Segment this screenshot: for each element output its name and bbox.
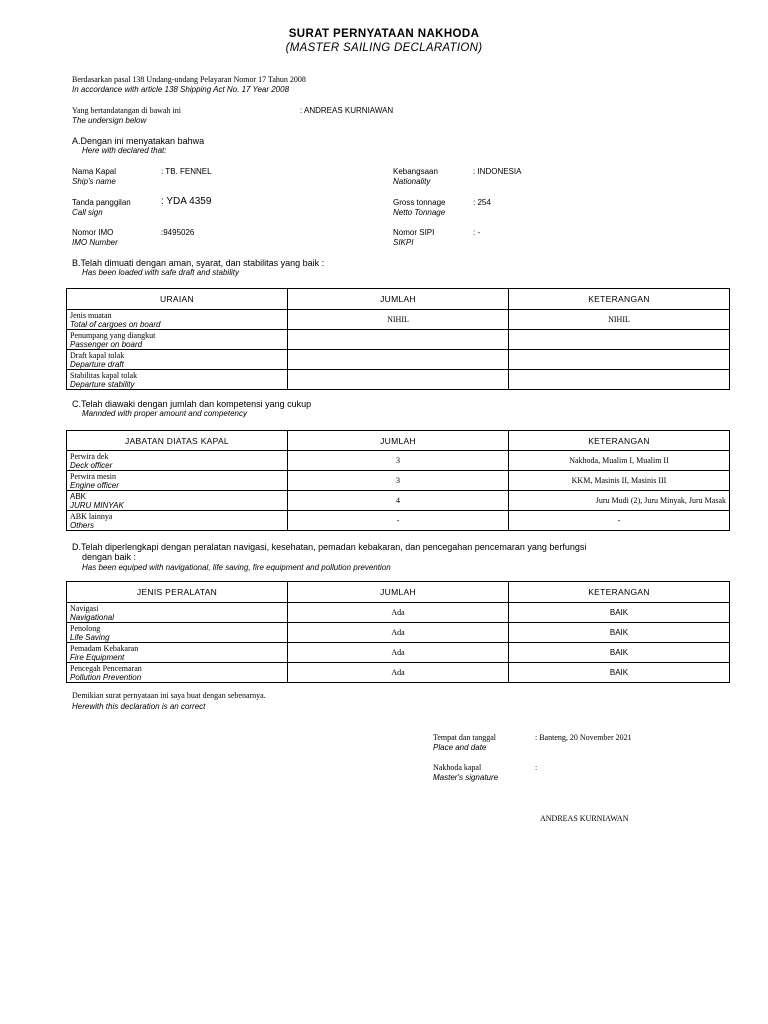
place-date-value: : Banteng, 20 November 2021 bbox=[535, 733, 632, 742]
row-label-en: JURU MINYAK bbox=[70, 500, 124, 510]
quantity-cell: Ada bbox=[288, 603, 509, 623]
section-c-heading: C.Telah diawaki dengan jumlah dan kompetensi yang cukup bbox=[72, 399, 312, 409]
row-label-en: Departure draft bbox=[70, 359, 124, 369]
table-header-row bbox=[67, 289, 730, 310]
nationality-label: Kebangsaan bbox=[393, 167, 438, 176]
nationality-value: : INDONESIA bbox=[473, 167, 522, 176]
quantity-cell: 3 bbox=[288, 451, 509, 471]
section-c-heading-en: Mannded with proper amount and competency bbox=[82, 409, 247, 418]
row-label: Draft kapal tolak bbox=[70, 350, 125, 360]
page-subtitle: (MASTER SAILING DECLARATION) bbox=[285, 42, 483, 54]
quantity-cell bbox=[288, 330, 509, 350]
row-label: Stabilitas kapal tolak bbox=[70, 370, 138, 380]
row-label: Perwira dek bbox=[70, 451, 109, 461]
remark-cell bbox=[509, 350, 730, 370]
legal-basis: Berdasarkan pasal 138 Undang-undang Pelayaran Nomor 17 Tahun 2008 bbox=[72, 75, 306, 84]
signer-label: Yang bertandatangan di bawah ini bbox=[72, 106, 181, 115]
quantity-cell: Ada bbox=[288, 643, 509, 663]
nationality-label-en: Nationality bbox=[393, 177, 431, 186]
imo-value: :9495026 bbox=[161, 228, 195, 237]
row-label-en: Pollution Prevention bbox=[70, 672, 142, 682]
remark-cell: BAIK bbox=[509, 603, 730, 623]
column-header: JENIS PERALATAN bbox=[67, 582, 288, 603]
table-row bbox=[67, 471, 730, 491]
column-header: JABATAN DIATAS KAPAL bbox=[67, 431, 288, 451]
place-date-label-en: Place and date bbox=[433, 743, 487, 752]
quantity-cell: 3 bbox=[288, 471, 509, 491]
table-row bbox=[67, 663, 730, 683]
gross-tonnage-value: : 254 bbox=[473, 198, 491, 207]
quantity-cell bbox=[288, 350, 509, 370]
remark-cell: BAIK bbox=[509, 643, 730, 663]
row-label: Perwira mesin bbox=[70, 471, 116, 481]
row-label: Pencegah Pencemaran bbox=[70, 663, 142, 673]
column-header: KETERANGAN bbox=[509, 582, 730, 603]
row-label-en: Passenger on board bbox=[70, 339, 143, 349]
row-label-en: Fire Equipment bbox=[70, 652, 125, 662]
column-header: JUMLAH bbox=[288, 431, 509, 451]
table-row bbox=[67, 491, 730, 511]
row-label-en: Deck officer bbox=[70, 460, 113, 470]
remark-cell: Juru Mudi (2), Juru Minyak, Juru Masak bbox=[509, 491, 730, 511]
table-row bbox=[67, 370, 730, 390]
row-label: ABK lainnya bbox=[70, 511, 113, 521]
remark-cell: KKM, Masinis II, Masinis III bbox=[509, 471, 730, 491]
call-sign-value: : YDA 4359 bbox=[161, 196, 212, 207]
table-row bbox=[67, 451, 730, 471]
table-row bbox=[67, 623, 730, 643]
row-label: Penumpang yang diangkut bbox=[70, 330, 156, 340]
cargo-table bbox=[66, 288, 730, 390]
row-label: Jenis muatan bbox=[70, 310, 112, 320]
row-label: Navigasi bbox=[70, 603, 99, 613]
table-row bbox=[67, 330, 730, 350]
row-label-en: Others bbox=[70, 520, 95, 530]
signer-label-en: The undersign below bbox=[72, 116, 147, 125]
master-signature-value: : bbox=[535, 763, 538, 772]
place-date-label: Tempat dan tanggal bbox=[433, 733, 496, 742]
sipi-label-en: SIKPI bbox=[393, 238, 414, 247]
master-signature-label: Nakhoda kapal bbox=[433, 763, 482, 772]
row-label-en: Life Saving bbox=[70, 632, 110, 642]
section-d-heading-en: Has been equiped with navigational, life saving, fire equipment and pollution prevention bbox=[82, 563, 391, 572]
closing-statement-en: Herewith this declaration is an correct bbox=[72, 702, 206, 711]
quantity-cell: NIHIL bbox=[288, 310, 509, 330]
row-label: ABK bbox=[70, 491, 87, 501]
section-d-heading: D.Telah diperlengkapi dengan peralatan navigasi, kesehatan, pemadan kebakaran, dan pencegahan pencemaran yang berfungsi bbox=[72, 542, 587, 552]
quantity-cell: 4 bbox=[288, 491, 509, 511]
sipi-label: Nomor SIPI bbox=[393, 228, 435, 237]
ship-name-label-en: Ship's name bbox=[72, 177, 116, 186]
closing-statement: Demikian surat pernyataan ini saya buat dengan sebenarnya. bbox=[72, 691, 266, 700]
master-signature-label-en: Master's signature bbox=[433, 773, 499, 782]
legal-basis-en: In accordance with article 138 Shipping Act No. 17 Year 2008 bbox=[72, 85, 290, 94]
column-header: JUMLAH bbox=[288, 582, 509, 603]
quantity-cell: Ada bbox=[288, 623, 509, 643]
row-label-en: Engine officer bbox=[70, 480, 119, 490]
column-header: JUMLAH bbox=[288, 289, 509, 310]
master-name: ANDREAS KURNIAWAN bbox=[540, 814, 629, 823]
ship-name-value: : TB. FENNEL bbox=[161, 167, 212, 176]
table-row bbox=[67, 310, 730, 330]
section-d-heading-cont: dengan baik : bbox=[82, 552, 137, 562]
table-row bbox=[67, 603, 730, 623]
quantity-cell: Ada bbox=[288, 663, 509, 683]
table-row bbox=[67, 643, 730, 663]
remark-cell bbox=[509, 330, 730, 350]
section-a-heading-en: Here with declared that: bbox=[82, 146, 167, 155]
row-label-en: Navigational bbox=[70, 612, 115, 622]
imo-label: Nomor IMO bbox=[72, 228, 114, 237]
equipment-table bbox=[66, 581, 730, 683]
row-label: Pemadam Kebakaran bbox=[70, 643, 139, 653]
gross-tonnage-label-en: Netto Tonnage bbox=[393, 208, 446, 217]
row-label-en: Total of cargoes on board bbox=[70, 319, 161, 329]
section-b-heading-en: Has been loaded with safe draft and stability bbox=[82, 268, 239, 277]
sipi-value: : - bbox=[473, 228, 481, 237]
quantity-cell: - bbox=[288, 511, 509, 531]
call-sign-label: Tanda panggilan bbox=[72, 198, 131, 207]
table-row bbox=[67, 511, 730, 531]
remark-cell: BAIK bbox=[509, 623, 730, 643]
row-label: Penolong bbox=[70, 623, 101, 633]
gross-tonnage-label: Gross tonnage bbox=[393, 198, 446, 207]
remark-cell: BAIK bbox=[509, 663, 730, 683]
ship-name-label: Nama Kapal bbox=[72, 167, 117, 176]
quantity-cell bbox=[288, 370, 509, 390]
signer-value: : ANDREAS KURNIAWAN bbox=[300, 106, 394, 115]
row-label-en: Departure stability bbox=[70, 379, 135, 389]
table-header-row bbox=[67, 582, 730, 603]
remark-cell bbox=[509, 370, 730, 390]
remark-cell: NIHIL bbox=[509, 310, 730, 330]
column-header: KETERANGAN bbox=[509, 289, 730, 310]
remark-cell: Nakhoda, Mualim I, Mualim II bbox=[509, 451, 730, 471]
table-row bbox=[67, 350, 730, 370]
table-header-row bbox=[67, 431, 730, 451]
page-title: SURAT PERNYATAAN NAKHODA bbox=[288, 28, 480, 40]
crew-table bbox=[66, 430, 730, 531]
imo-label-en: IMO Number bbox=[72, 238, 118, 247]
section-b-heading: B.Telah dimuati dengan aman, syarat, dan stabilitas yang baik : bbox=[72, 258, 325, 268]
column-header: KETERANGAN bbox=[509, 431, 730, 451]
remark-cell: - bbox=[509, 511, 730, 531]
call-sign-label-en: Call sign bbox=[72, 208, 103, 217]
column-header: URAIAN bbox=[67, 289, 288, 310]
section-a-heading: A.Dengan ini menyatakan bahwa bbox=[72, 136, 205, 146]
